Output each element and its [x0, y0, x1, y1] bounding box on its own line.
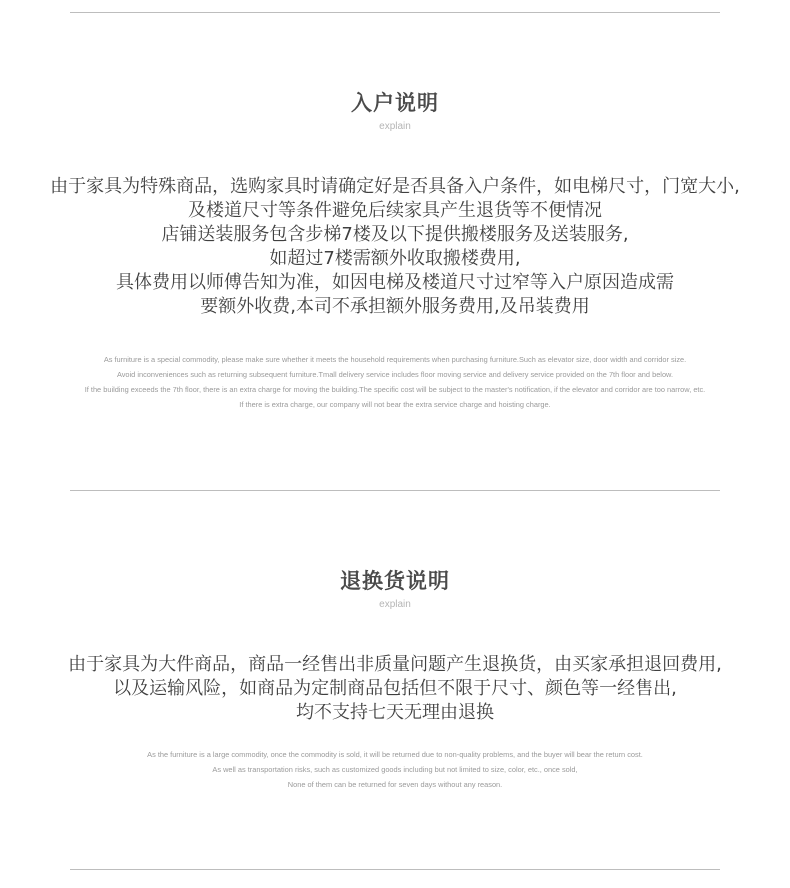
cn-line: 店铺送装服务包含步梯7楼及以下提供搬楼服务及送装服务,	[161, 224, 629, 245]
en-line: As furniture is a special commodity, please make sure whether it meets the household requirements when purchasing furniture.Such as elevator size, door width and corridor size.	[103, 355, 687, 364]
en-line: If there is extra charge, our company will not bear the extra service charge and hoisting charge.	[239, 400, 551, 409]
section-title: 入户说明	[351, 91, 439, 115]
section-subtitle: explain	[379, 121, 411, 132]
cn-line: 具体费用以师傅告知为准，如因电梯及楼道尺寸过窄等入户原因造成需	[116, 272, 674, 293]
section-title: 退换货说明	[340, 569, 450, 593]
cn-line: 由于家具为大件商品，商品一经售出非质量问题产生退换货，由买家承担退回费用,	[68, 654, 722, 675]
top-divider	[70, 12, 720, 13]
return-instructions-section	[0, 568, 790, 612]
cn-line: 如超过7楼需额外收取搬楼费用,	[269, 248, 521, 269]
en-line: Avoid inconveniences such as returning subsequent furniture.Tmall delivery service includes floor moving service and delivery service provided on the 7th floor and below.	[116, 370, 674, 379]
section-subtitle: explain	[379, 599, 411, 610]
cn-line: 及楼道尺寸等条件避免后续家具产生退货等不便情况	[188, 200, 602, 221]
en-line: None of them can be returned for seven days without any reason.	[287, 780, 503, 789]
middle-divider	[70, 490, 720, 491]
cn-line: 要额外收费,本司不承担额外服务费用,及吊装费用	[200, 296, 590, 317]
entry-instructions-section	[0, 90, 790, 134]
cn-line: 均不支持七天无理由退换	[296, 702, 494, 723]
en-line: As well as transportation risks, such as customized goods including but not limited to size, color, etc., once sold,	[212, 765, 578, 774]
cn-line: 由于家具为特殊商品，选购家具时请确定好是否具备入户条件，如电梯尺寸，门宽大小,	[50, 176, 740, 197]
bottom-divider	[70, 869, 720, 870]
en-line: As the furniture is a large commodity, once the commodity is sold, it will be returned due to non-quality problems, and the buyer will bear the return cost.	[147, 750, 643, 759]
en-line: If the building exceeds the 7th floor, there is an extra charge for moving the building.The specific cost will be subject to the master's notification, if the elevator and corridor are too narrow, etc.	[84, 385, 706, 394]
entry-instructions-cn-text	[0, 175, 790, 319]
cn-line: 以及运输风险，如商品为定制商品包括但不限于尺寸、颜色等一经售出,	[113, 678, 677, 699]
entry-instructions-en-text	[0, 352, 790, 412]
return-instructions-cn-text	[0, 653, 790, 725]
return-instructions-en-text	[0, 747, 790, 792]
